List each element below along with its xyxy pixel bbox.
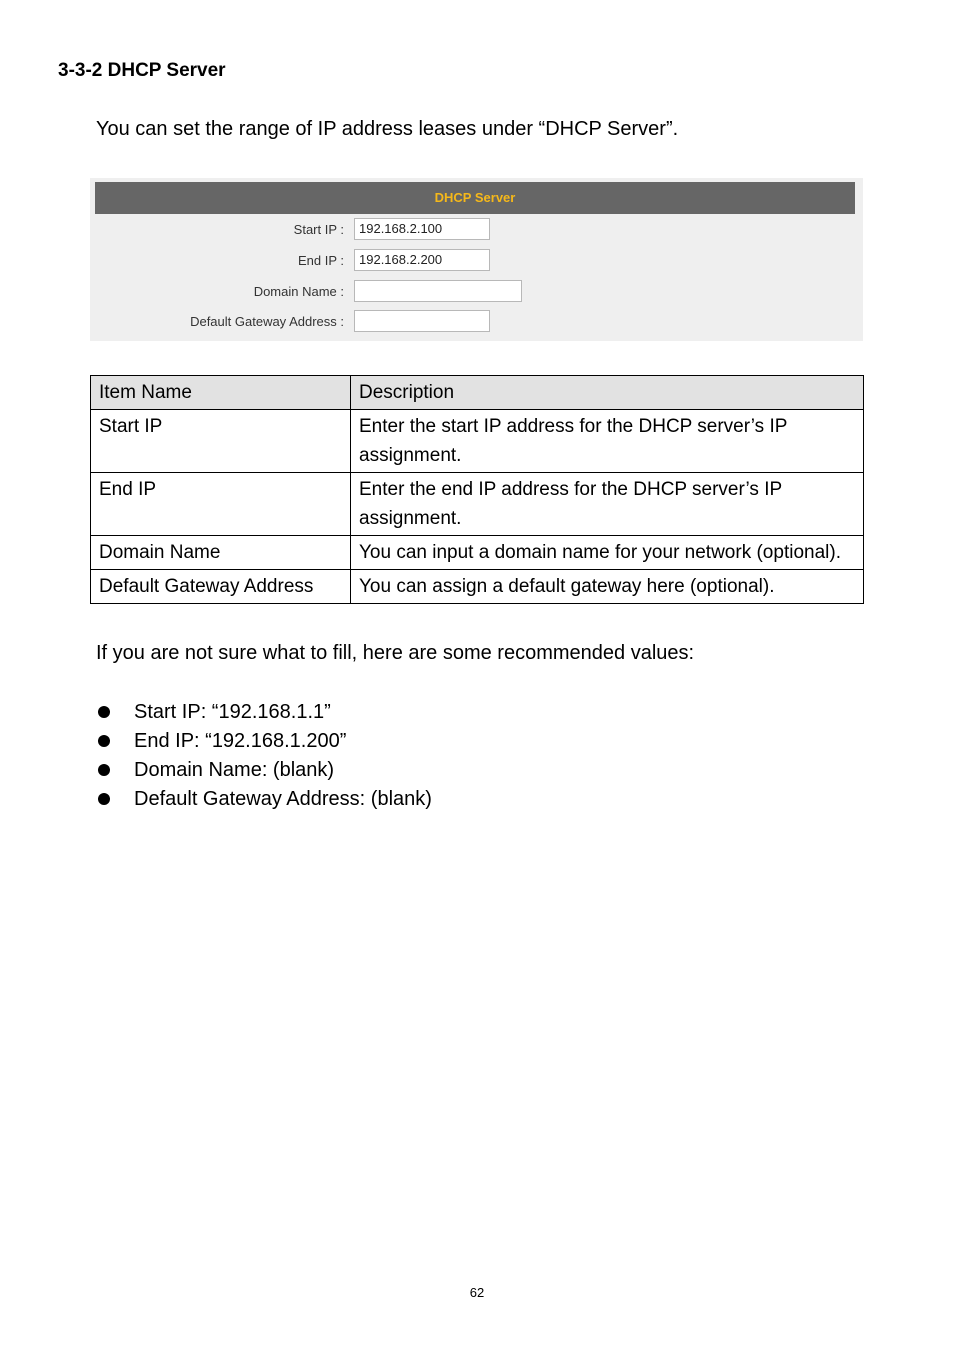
recommendation-note: If you are not sure what to fill, here are some recommended values: [96,642,695,664]
list-item-text: End IP: “192.168.1.200” [134,730,347,752]
header-item-name: Item Name [91,376,351,410]
description-cell: You can input a domain name for your network (optional). [351,536,864,570]
list-item-text: Start IP: “192.168.1.1” [134,701,331,723]
item-description-table [90,375,864,604]
table-row [91,473,864,536]
list-item [96,756,432,785]
list-item [96,785,432,814]
default-gateway-input[interactable] [354,310,490,332]
recommended-values-list [96,698,432,814]
list-item [96,727,432,756]
end-ip-label: End IP : [297,253,344,268]
end-ip-row [90,249,863,273]
item-name-cell: End IP [91,473,351,536]
item-name-cell: Domain Name [91,536,351,570]
intro-paragraph: You can set the range of IP address leases under “DHCP Server”. [96,118,679,140]
default-gateway-label: Default Gateway Address : [190,314,344,329]
end-ip-input[interactable] [354,249,490,271]
bullet-icon [98,706,110,718]
bullet-icon [98,764,110,776]
item-name-cell: Default Gateway Address [91,570,351,604]
description-cell: Enter the end IP address for the DHCP server’s IP assignment. [351,473,864,536]
section-heading: 3-3-2 DHCP Server [58,60,226,81]
bullet-icon [98,793,110,805]
page-number: 62 [469,1285,485,1300]
domain-name-input[interactable] [354,280,522,302]
domain-name-row [90,280,863,304]
list-item-text: Default Gateway Address: (blank) [134,788,432,810]
list-item-text: Domain Name: (blank) [134,759,335,781]
panel-title-bar: DHCP Server [95,182,855,214]
list-item [96,698,432,727]
start-ip-label: Start IP : [293,222,344,237]
default-gateway-row [90,310,863,334]
bullet-icon [98,735,110,747]
table-row [91,536,864,570]
header-description: Description [351,376,864,410]
start-ip-row [90,218,863,242]
dhcp-server-panel [90,178,863,341]
table-header-row [91,376,864,410]
table-row [91,570,864,604]
description-cell: You can assign a default gateway here (optional). [351,570,864,604]
start-ip-input[interactable] [354,218,490,240]
domain-name-label: Domain Name : [253,284,344,299]
item-name-cell: Start IP [91,410,351,473]
table-row [91,410,864,473]
description-cell: Enter the start IP address for the DHCP server’s IP assignment. [351,410,864,473]
